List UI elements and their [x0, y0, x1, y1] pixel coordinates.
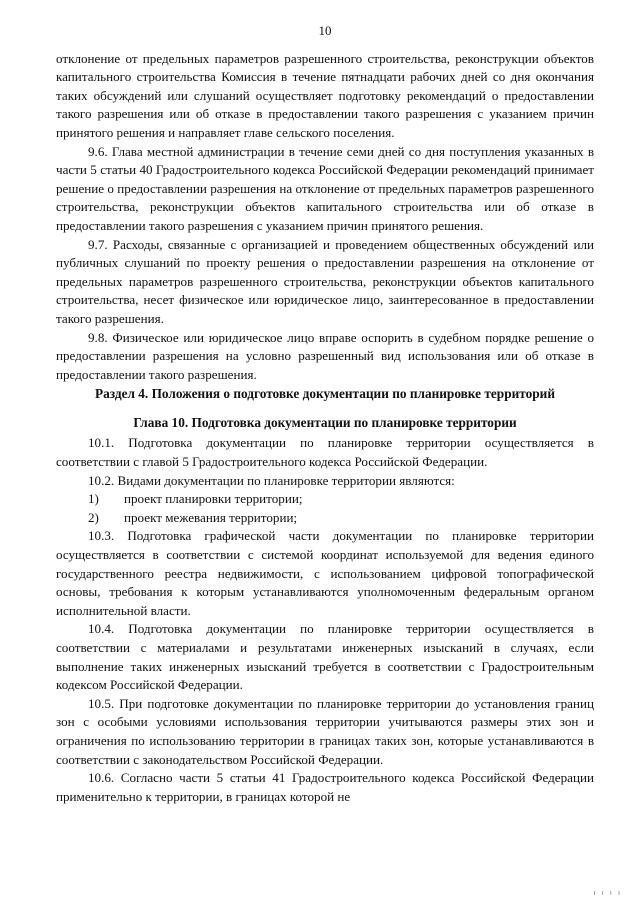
list-item-number: 1)	[88, 491, 99, 507]
list-item	[56, 490, 594, 509]
paragraph-continuation: отклонение от предельных параметров разрешенного строительства, реконструкции объектов капитального строительства Комиссия в течение пятнадцати рабочих дней со дня окончания таких обсуждений или слушаний осуществляет подготовку рекомендаций о предоставлении такого разрешения или об отказе в предоставлении такого разрешения с указанием причин принятого решения и направляет главе сельского поселения.	[56, 50, 594, 140]
paragraph-10-4: 10.4. Подготовка документации по планировке территории осуществляется в соответствии с материалами и результатами инженерных изысканий в случаях, если выполнение таких инженерных изысканий требуется в соответствии с Градостроительным кодексом Российской Федерации.	[56, 621, 594, 693]
paragraph-10-5: 10.5. При подготовке документации по планировке территории до установления границ зон с особыми условиями использования территории учитываются размеры этих зон и ограничения по использованию территории в границах таких зон, которые устанавливаются в соответствии с законодательством Российской Федерации.	[56, 695, 594, 767]
list-item	[56, 509, 594, 528]
chapter-title: Глава 10. Подготовка документации по планировке территории	[133, 414, 517, 430]
section-title: Раздел 4. Положения о подготовке документации по планировке территорий	[95, 386, 555, 402]
scan-marks: ı ı ı ı	[593, 889, 622, 897]
document-page	[56, 22, 594, 806]
paragraph-10-6: 10.6. Согласно части 5 статьи 41 Градостроительного кодекса Российской Федерации применительно к территории, в границах которой не	[56, 770, 594, 804]
paragraph-9-7: 9.7. Расходы, связанные с организацией и проведением общественных обсуждений или публичных слушаний по проекту решения о предоставлении разрешения на отклонение от предельных параметров разрешенного строительства, реконструкции объектов капитального строительства, несет физическое или юридическое лицо, заинтересованное в предоставлении такого разрешения.	[56, 236, 594, 326]
list-item-text: проект межевания территории;	[124, 509, 298, 525]
paragraph-10-1: 10.1. Подготовка документации по планировке территории осуществляется в соответствии с главой 5 Градостроительного кодекса Российской Федерации.	[56, 435, 594, 470]
paragraph-10-2: 10.2. Видами документации по планировке территории являются:	[88, 472, 455, 488]
paragraph-10-3: 10.3. Подготовка графической части документации по планировке территории осуществляется в соответствии с системой координат используемой для ведения единого государственного реестра недвижимости, с использованием цифровой топографической основы, требования к которым устанавливаются уполномоченным федеральным органом исполнительной власти.	[56, 528, 594, 618]
paragraph-9-6: 9.6. Глава местной администрации в течение семи дней со дня поступления указанных в части 5 статьи 40 Градостроительного кодекса Российской Федерации рекомендаций принимает решение о предоставлении разрешения на отклонение от предельных параметров разрешенного строительства, реконструкции объектов капитального строительства или об отказе в предоставлении такого разрешения с указанием причин принятого решения.	[56, 143, 594, 233]
page-number: 10	[318, 23, 332, 38]
paragraph-9-8: 9.8. Физическое или юридическое лицо вправе оспорить в судебном порядке решение о предоставлении разрешения на условно разрешенный вид использования или об отказе в предоставлении такого разрешения.	[56, 329, 594, 382]
list-item-number: 2)	[88, 509, 99, 525]
list-item-text: проект планировки территории;	[124, 491, 303, 507]
